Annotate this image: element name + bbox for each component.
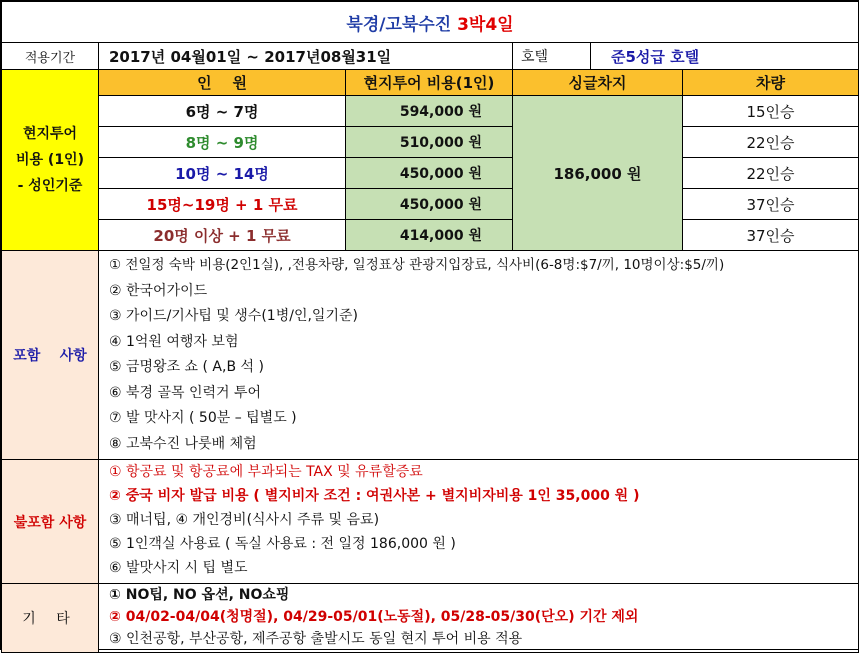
period-row [2, 43, 859, 70]
vehicle: 22인승 [683, 127, 859, 158]
header-people: 인 원 [99, 70, 346, 96]
included-row [2, 251, 859, 460]
page-title [2, 2, 859, 43]
excluded-list [99, 460, 859, 584]
people-count: 8명 ~ 9명 [99, 127, 346, 158]
pricing-row [2, 220, 859, 251]
tour-price: 510,000 원 [346, 127, 513, 158]
tour-price: 414,000 원 [346, 220, 513, 251]
pricing-header-row [2, 70, 859, 96]
included-label: 포함 사항 [2, 251, 99, 460]
list-item: ② 04/02-04/04(청명절), 04/29-05/01(노동절), 05/28-05/30(단오) 기간 제외 [109, 609, 639, 625]
tour-price: 594,000 원 [346, 96, 513, 127]
list-item: ① NO팁, NO 옵션, NO쇼핑 [109, 587, 290, 603]
list-item: ⑤ 1인객실 사용료 ( 독실 사용료 : 전 일정 186,000 원 ) [109, 536, 456, 552]
single-charge: 186,000 원 [513, 96, 683, 251]
excluded-label: 불포함 사항 [2, 460, 99, 584]
list-item: ② 중국 비자 발급 비용 ( 별지비자 조건 : 여권사본 + 별지비자비용 1인 35,000 원 ) [109, 488, 640, 504]
pricing-row [2, 127, 859, 158]
vehicle: 37인승 [683, 189, 859, 220]
header-vehicle: 차량 [683, 70, 859, 96]
people-count: 6명 ~ 7명 [99, 96, 346, 127]
people-count: 20명 이상 + 1 무료 [99, 220, 346, 251]
title-main: 북경/고북수진 [346, 14, 452, 35]
vehicle: 37인승 [683, 220, 859, 251]
etc-row [2, 584, 859, 653]
title-highlight: 3박4일 [457, 14, 514, 35]
list-item: ⑧ 고북수진 나룻배 체험 [109, 435, 257, 452]
vehicle: 22인승 [683, 158, 859, 189]
list-item: ③ 인천공항, 부산공항, 제주공항 출발시도 동일 현지 투어 비용 적용 [109, 631, 523, 647]
etc-list [99, 584, 859, 653]
excluded-row [2, 460, 859, 584]
tour-price: 450,000 원 [346, 189, 513, 220]
list-item: ⑤ 금명왕조 쇼 ( A,B 석 ) [109, 359, 264, 375]
etc-label: 기 타 [2, 584, 99, 653]
list-item: ① 전일정 숙박 비용(2인1실), ,전용차량, 일정표상 관광지입장료, 식사비(6-8명:$7/끼, 10명이상:$5/끼) [109, 257, 725, 273]
list-item: ① 항공료 및 항공료에 부과되는 TAX 및 유류할증료 [109, 464, 423, 480]
price-table [1, 1, 859, 653]
tour-price: 450,000 원 [346, 158, 513, 189]
list-item: ④ 1억원 여행자 보험 [109, 333, 239, 350]
hotel-label: 호텔 [513, 43, 591, 70]
list-item: ③ 가이드/기사팁 및 생수(1병/인,일기준) [109, 308, 358, 324]
list-item: ③ 매너팁, ④ 개인경비(식사시 주류 및 음료) [109, 512, 380, 528]
pricing-row [2, 189, 859, 220]
included-list [99, 251, 859, 460]
pricing-side-label: 현지투어 비용 (1인) - 성인기준 [2, 70, 99, 251]
list-item: ⑦ 발 맛사지 ( 50분 – 팁별도 ) [109, 410, 297, 426]
title-row [2, 2, 859, 43]
header-price: 현지투어 비용(1인) [346, 70, 513, 96]
people-count: 15명~19명 + 1 무료 [99, 189, 346, 220]
header-single: 싱글차지 [513, 70, 683, 96]
list-item: ⑥ 북경 골목 인력거 투어 [109, 384, 262, 401]
people-count: 10명 ~ 14명 [99, 158, 346, 189]
vehicle: 15인승 [683, 96, 859, 127]
pricing-row [2, 96, 859, 127]
period-label: 적용기간 [2, 43, 99, 70]
hotel-value: 준5성급 호텔 [591, 43, 859, 70]
list-item: ⑥ 발맛사지 시 팁 별도 [109, 560, 248, 576]
period-value: 2017년 04월01일 ~ 2017년08월31일 [99, 43, 513, 70]
list-item: ② 한국어가이드 [109, 282, 208, 299]
pricing-row [2, 158, 859, 189]
